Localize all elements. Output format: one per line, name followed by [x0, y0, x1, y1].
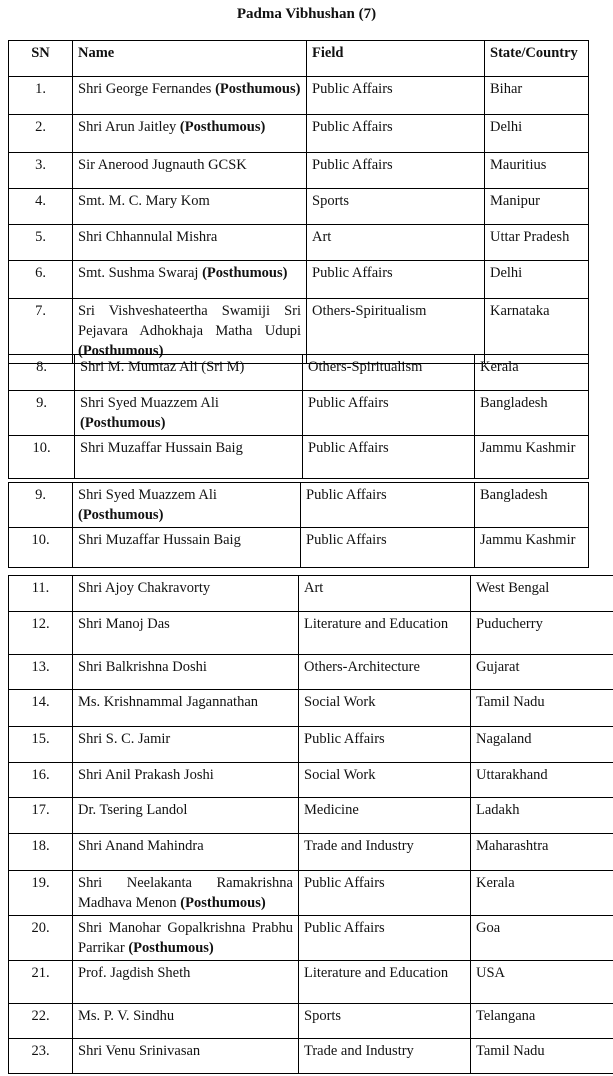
cell-state: Goa [471, 916, 613, 961]
cell-state: Jammu Kashmir [475, 528, 589, 568]
cell-name [75, 436, 303, 479]
cell-field: Public Affairs [303, 391, 475, 436]
posthumous-label: (Posthumous) [80, 415, 166, 431]
awardee-name: Shri Anand Mahindra [78, 838, 204, 854]
table-header-row [9, 41, 589, 77]
cell-state: Kerala [471, 871, 613, 916]
awardee-name: Sir Anerood Jugnauth GCSK [78, 157, 247, 173]
cell-sn: 20. [9, 916, 73, 961]
table-row [9, 391, 589, 436]
table-row [9, 115, 589, 153]
header-field: Field [307, 41, 485, 77]
cell-name [73, 77, 307, 115]
cell-name [73, 528, 301, 568]
awardee-name: Shri M. Mumtaz Ali (Sri M) [80, 359, 245, 375]
cell-sn: 23. [9, 1039, 73, 1074]
cell-state: Gujarat [471, 655, 613, 690]
cell-name [73, 798, 299, 834]
cell-state: Uttarakhand [471, 763, 613, 798]
table-row [9, 225, 589, 261]
cell-state: Maharashtra [471, 834, 613, 871]
cell-field: Literature and Education [299, 961, 471, 1004]
cell-sn: 11. [9, 576, 73, 612]
table-row [9, 655, 613, 690]
cell-field: Social Work [299, 690, 471, 727]
cell-sn: 9. [9, 483, 73, 528]
table-row [9, 1004, 613, 1039]
posthumous-label: (Posthumous) [180, 895, 266, 911]
cell-field: Public Affairs [301, 528, 475, 568]
awardee-name: Shri Anil Prakash Joshi [78, 767, 214, 783]
cell-sn: 16. [9, 763, 73, 798]
cell-state: Ladakh [471, 798, 613, 834]
table-row [9, 612, 613, 655]
table-row [9, 153, 589, 189]
table-row [9, 727, 613, 763]
awardee-name: Smt. Sushma Swaraj [78, 265, 199, 281]
cell-name [73, 225, 307, 261]
cell-sn: 13. [9, 655, 73, 690]
cell-name [73, 483, 301, 528]
awards-table-block-4 [8, 575, 613, 1074]
cell-sn: 8. [9, 355, 75, 391]
cell-state: Nagaland [471, 727, 613, 763]
cell-name [73, 763, 299, 798]
table-row [9, 261, 589, 299]
cell-state: Tamil Nadu [471, 1039, 613, 1074]
posthumous-label: (Posthumous) [202, 265, 288, 281]
cell-sn: 4. [9, 189, 73, 225]
cell-state: Bihar [485, 77, 589, 115]
posthumous-label: (Posthumous) [215, 81, 301, 97]
cell-state: Delhi [485, 115, 589, 153]
awardee-name: Ms. P. V. Sindhu [78, 1008, 175, 1024]
awardee-name: Prof. Jagdish Sheth [78, 965, 191, 981]
page-title: Padma Vibhushan (7) [236, 6, 377, 22]
cell-state: Telangana [471, 1004, 613, 1039]
table-row [9, 483, 589, 528]
cell-sn: 9. [9, 391, 75, 436]
posthumous-label: (Posthumous) [78, 507, 164, 523]
cell-name [73, 261, 307, 299]
cell-name [73, 1004, 299, 1039]
cell-field: Public Affairs [299, 727, 471, 763]
cell-field: Public Affairs [299, 916, 471, 961]
awardee-name: Shri Neelakanta Ramakrishna Madhava Menon [78, 875, 293, 911]
awardee-name: Dr. Tsering Landol [78, 802, 188, 818]
cell-name [75, 391, 303, 436]
cell-state: USA [471, 961, 613, 1004]
awardee-name: Shri Chhannulal Mishra [78, 229, 218, 245]
awardee-name: Ms. Krishnammal Jagannathan [78, 694, 259, 710]
cell-field: Public Affairs [307, 77, 485, 115]
awardee-name: Shri Manohar Gopalkrishna Prabhu Parrikar [78, 920, 293, 956]
header-state: State/Country [485, 41, 589, 77]
cell-state: Manipur [485, 189, 589, 225]
table-row [9, 576, 613, 612]
cell-sn: 2. [9, 115, 73, 153]
table-row [9, 355, 589, 391]
cell-name [73, 655, 299, 690]
table-row [9, 436, 589, 479]
cell-sn: 6. [9, 261, 73, 299]
cell-sn: 3. [9, 153, 73, 189]
table-row [9, 690, 613, 727]
cell-state: Bangladesh [475, 391, 589, 436]
posthumous-label: (Posthumous) [128, 940, 214, 956]
awardee-name: Smt. M. C. Mary Kom [78, 193, 210, 209]
awardee-name: Shri Muzaffar Hussain Baig [80, 440, 243, 456]
cell-state: Kerala [475, 355, 589, 391]
cell-name [73, 576, 299, 612]
awardee-name: Shri S. C. Jamir [78, 731, 171, 747]
awardee-name: Shri Balkrishna Doshi [78, 659, 207, 675]
header-sn: SN [9, 41, 73, 77]
cell-sn: 10. [9, 528, 73, 568]
cell-sn: 10. [9, 436, 75, 479]
table-row [9, 834, 613, 871]
awards-table-block-3 [8, 482, 589, 568]
awardee-name: Shri Ajoy Chakravorty [78, 580, 211, 596]
table-row [9, 916, 613, 961]
awardee-name: Shri Syed Muazzem Ali [78, 487, 217, 503]
awardee-name: Shri Manoj Das [78, 616, 170, 632]
awardee-name: Shri Muzaffar Hussain Baig [78, 532, 241, 548]
cell-field: Public Affairs [303, 436, 475, 479]
posthumous-label: (Posthumous) [78, 343, 164, 359]
cell-field: Others-Architecture [299, 655, 471, 690]
cell-name [73, 871, 299, 916]
cell-state: Bangladesh [475, 483, 589, 528]
cell-sn: 12. [9, 612, 73, 655]
cell-name [73, 834, 299, 871]
cell-name [73, 916, 299, 961]
cell-sn: 17. [9, 798, 73, 834]
cell-sn: 19. [9, 871, 73, 916]
table-row [9, 961, 613, 1004]
cell-field: Literature and Education [299, 612, 471, 655]
cell-state: West Bengal [471, 576, 613, 612]
cell-field: Others-Spiritualism [307, 299, 485, 364]
table-row [9, 189, 589, 225]
cell-name [73, 189, 307, 225]
table-row [9, 1039, 613, 1074]
table-row [9, 871, 613, 916]
awardee-name: Sri Vishveshateertha Swamiji Sri Pejavara Adhokhaja Matha Udupi [78, 303, 301, 339]
cell-field: Public Affairs [307, 115, 485, 153]
awardee-name: Shri Arun Jaitley [78, 119, 177, 135]
cell-field: Art [299, 576, 471, 612]
cell-field: Art [307, 225, 485, 261]
cell-sn: 21. [9, 961, 73, 1004]
cell-state: Mauritius [485, 153, 589, 189]
cell-sn: 22. [9, 1004, 73, 1039]
cell-field: Trade and Industry [299, 1039, 471, 1074]
awards-table-main [8, 40, 589, 364]
cell-field: Sports [307, 189, 485, 225]
posthumous-label: (Posthumous) [179, 119, 266, 135]
cell-state: Jammu Kashmir [475, 436, 589, 479]
cell-name [73, 1039, 299, 1074]
cell-name [75, 355, 303, 391]
cell-sn: 15. [9, 727, 73, 763]
table-row [9, 798, 613, 834]
header-name: Name [73, 41, 307, 77]
cell-sn: 14. [9, 690, 73, 727]
awardee-name: Shri Venu Srinivasan [78, 1043, 201, 1059]
cell-name [73, 727, 299, 763]
cell-field: Public Affairs [301, 483, 475, 528]
cell-field: Public Affairs [307, 153, 485, 189]
cell-field: Others-Spiritualism [303, 355, 475, 391]
table-row [9, 528, 589, 568]
cell-sn: 7. [9, 299, 73, 364]
cell-field: Public Affairs [299, 871, 471, 916]
table-row [9, 77, 589, 115]
table-row [9, 763, 613, 798]
cell-state: Delhi [485, 261, 589, 299]
cell-state: Uttar Pradesh [485, 225, 589, 261]
cell-field: Sports [299, 1004, 471, 1039]
cell-state: Tamil Nadu [471, 690, 613, 727]
cell-state: Puducherry [471, 612, 613, 655]
cell-name [73, 153, 307, 189]
awardee-name: Shri Syed Muazzem Ali [80, 395, 219, 411]
cell-state: Karnataka [485, 299, 589, 364]
cell-name [73, 961, 299, 1004]
cell-sn: 18. [9, 834, 73, 871]
cell-field: Trade and Industry [299, 834, 471, 871]
awardee-name: Shri George Fernandes [78, 81, 212, 97]
cell-name [73, 612, 299, 655]
cell-sn: 5. [9, 225, 73, 261]
cell-field: Social Work [299, 763, 471, 798]
cell-sn: 1. [9, 77, 73, 115]
awards-table-block-2 [8, 354, 589, 479]
cell-name [73, 115, 307, 153]
cell-name [73, 690, 299, 727]
cell-field: Medicine [299, 798, 471, 834]
cell-field: Public Affairs [307, 261, 485, 299]
